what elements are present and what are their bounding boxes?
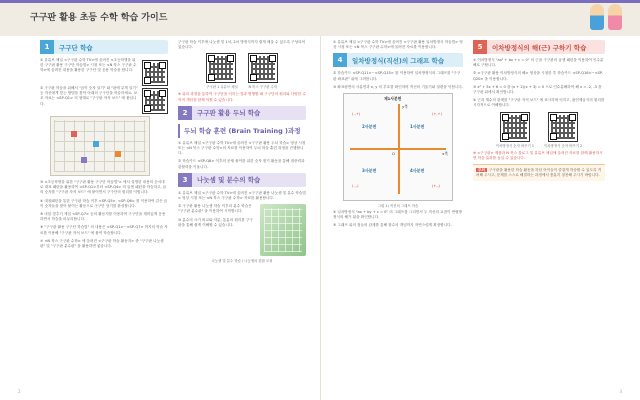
qr-code-icon — [500, 112, 530, 142]
section-title: 구구단 학습 — [59, 43, 93, 52]
section-number: 1 — [40, 40, 54, 54]
caution-note — [473, 164, 605, 181]
magnet-marker-icon — [93, 141, 99, 147]
paragraph: ⑤ 마블 맞추기 게임 <SP-Q7> 등의 활동지를 이용하여 구구단을 재미있게 응용하면서 학습을 마무리합니다. — [40, 212, 166, 222]
page-number: 3 — [619, 389, 622, 394]
quadrant-1-sign: (+,+) — [432, 112, 442, 117]
paragraph: ① 유튜브 채널 <구구판 수학 TV>에 올려진 <초등학생을 위한 구구판 활용 구구단 학습법> 시청 또는 <N 북스 구구판 수학>에 올려진 내용을 활용한 구구단 및 응용 학습을 합니다. — [40, 58, 137, 73]
section-title: 구구판 활용 두뇌 학습 — [197, 109, 261, 118]
paragraph: ⑤ 그래프 위의 점들의 관계를 통해 함수의 개념까지 자연스럽게 확장합니다. — [333, 223, 452, 228]
qr-code-icon — [142, 60, 168, 86]
qr-code-icon — [206, 53, 236, 83]
paragraph: ② 학습카드 <SP-Q8> 이후의 문제 풀이를 위한 숫자 찾기 활동을 통해 집중력과 관찰력을 키웁니다. — [178, 159, 305, 169]
paragraph: ③ 좌표평면의 사분면과 x, y 의 부호를 확인하며 직선의 기울기와 절편을 익힙니다. — [333, 84, 463, 89]
y-axis — [398, 104, 400, 194]
paragraph: ③ 분수의 크기 비교와 약분, 통분의 원리를 구구판을 통해 쉽게 이해할 수 있습니다. — [178, 217, 253, 227]
caution-text: 구구판을 활용한 학습 활동을 하던 아이들이 즐겁게 학습할 수 있도록 격려해 주시고, 문제를 스스로 해결하는 과정에서 충분히 칭찬해 주시기 바랍니다. — [476, 168, 602, 178]
qr-code-row — [473, 112, 605, 148]
section-title: 일차방정식(직선)의 그래프 학습 — [352, 56, 445, 65]
section-number: 3 — [178, 173, 192, 187]
qr-caption: 구구판 1 유튜브 채널 — [206, 85, 238, 90]
paragraph: ④ 일차방정식 "ax + by + c = 0" 의 그래프를 그리면서 두 직선의 교점이 연립방정식의 해가 됨을 확인합니다. — [333, 210, 463, 220]
left-column-1 — [40, 40, 168, 252]
multiplication-board-image — [50, 116, 150, 176]
paragraph: ② 구구판 학습을 위해서 "곱이 숫자 알기" 와 "판에 무게 알기" 등 자신에게 맞는 방법을 찾아 아래의 구구단을 학습하세요. 보조 자료는 <SP-Q1> 의 형태로 "구구판 자석 보드" 에 붙입니다. — [40, 86, 138, 106]
right-column-1 — [333, 40, 463, 232]
section-4-header — [333, 53, 463, 67]
page-header — [0, 0, 640, 36]
paragraph: ② 구구판 활용 나눗셈 학습 이후의 분수 학습은 "구구판 분수판" 을 이용하여 시작합니다. — [178, 204, 252, 214]
left-page — [0, 36, 320, 400]
quadrant-2-label: 2사분면 — [362, 124, 377, 130]
section-number: 4 — [333, 53, 347, 67]
paragraph: ③ x² + 5x + 6 = 0 을 (x + 2)(x + 3) = 0 으로 인수분해하여 해 x = -2, -3 을 구구판 위에서 확인합니다. — [473, 84, 602, 95]
page-number: 2 — [18, 389, 21, 394]
right-column-2 — [473, 40, 605, 181]
paragraph: ① 이차방정식 "ax² + bx + c = 0" 의 근을 구구판의 곱셈 패턴을 이용하여 인수분해로 구합니다. — [473, 58, 604, 68]
section-title: 나눗셈 및 분수의 학습 — [197, 176, 261, 185]
paragraph: ⑦ <N 북스 구구판 수학> 에 올려진 <구구판 학습 활동지> 중 "구구판 나눗셈판" 및 "구구판 분수판" 을 활용하면 좋습니다. — [40, 238, 164, 249]
right-page — [320, 36, 640, 400]
quadrant-1-label: 1사분면 — [410, 124, 425, 130]
paragraph: ④ 대칭패턴을 통한 구구판 학습 이후 <SP-Q5>, <SP-Q6> 를 이용하여 같은 곱이 숫자들을 찾아 붙이는 활동으로 구구단 암기를 완성합니다. — [40, 198, 168, 208]
section-5-header — [473, 40, 605, 54]
section-number: 5 — [473, 40, 487, 54]
origin-label: O — [392, 151, 395, 157]
figure-caption: 그림 1) 직선의 그래프 학습 — [377, 204, 419, 209]
paragraph: 구구판 학습 이후에 나눗셈 및 1차, 2차 방정식까지 쉽게 배울 수 있도록 구성되어 있습니다. — [178, 40, 306, 50]
graph-title: 제1사분면 — [384, 96, 402, 102]
magnet-marker-icon — [81, 157, 87, 163]
section-3-header — [178, 173, 306, 187]
qr-code-icon — [548, 112, 578, 142]
paragraph: ② 학습카드 <SP-Q11>~<SP-Q15> 를 이용하여 일차방정식의 그래프를 "구구판 좌표판" 위에 그려봅니다. — [333, 71, 461, 81]
highlight-note: ※ <구구판> 제품과 N 북스 블로그 및 유튜브 채널에 올려진 자료를 함께 활용하시면 학습 효과를 높일 수 있습니다. — [473, 150, 603, 160]
quadrant-3-sign: (-,-) — [352, 184, 359, 189]
x-axis-label: x축 — [442, 151, 448, 157]
qr-code-icon — [142, 88, 168, 114]
header-accent-strip — [0, 0, 640, 3]
paragraph: ③ <초등학생을 위한 "구구판 활용 구구단 학습법"> 에서 설명한 내용의 순서대로 대표 패턴을 활용하여 <SP-Q1>부터 <SP-Q4> 의 곱셈 패턴을 학습하고, 곱의 숫자를 "구구판 자석 보드" 에 붙이면서 구구단의 원리를 익힙니다. — [40, 180, 167, 195]
page-title: 구구판 활용 초등 수학 학습 가이드 — [30, 13, 168, 23]
highlight-note: ※ 위의 과정을 통하여 구구단을 익히는 것과 병행할 때 구구단의 원리와 다양한 수학적 개념을 함께 익힐 수 있습니다. — [178, 92, 306, 102]
quadrant-4-sign: (+,-) — [432, 184, 441, 189]
magnet-marker-icon — [115, 151, 121, 157]
section-number: 2 — [178, 106, 192, 120]
quadrant-2-sign: (-,+) — [352, 112, 361, 117]
coordinate-plane-diagram — [343, 93, 453, 201]
paragraph: ① 유튜브 채널 <구구판 수학 TV>에 올려진 <구구판 활용 두뇌 학습> 영상 시청 또는 <N 북스 구구판 수학>의 자료를 이용하여 두뇌 학습 훈련 과정을 진행합니다. — [178, 140, 306, 156]
figure-caption: 나눗셈 및 분수 학습 / 나눗셈의 집합 모형 — [211, 259, 273, 264]
mascot-girl-icon — [608, 4, 622, 30]
qr-code-icon — [248, 53, 278, 83]
qr-code-row — [178, 53, 306, 89]
qr-caption: 이차방정식 숫자 바꾸기 2 — [544, 143, 583, 148]
magnet-marker-icon — [71, 131, 77, 137]
paragraph: ⑥ "구구판 활용 구구단 학습법" 의 내용은 <SP-Q1>~<SP-Q7> 까지의 학습 자료를 이용해 "구구판 자석 보드" 에 붙여 학습합니다. — [40, 225, 168, 235]
y-axis-label: y축 — [402, 104, 408, 110]
qr-caption: 이차방정식 숫자 바꾸기 1 — [495, 143, 534, 148]
paragraph: ① 유튜브 채널 <구구판 수학 TV>에 올려진 <구구판 활용 나눗셈 및 분수 학습법> 영상 시청 또는 <N 북스 구구판 수학> 자료를 활용합니다. — [178, 190, 306, 201]
division-board-photo — [260, 204, 306, 256]
left-column-2 — [178, 40, 306, 265]
mascots — [590, 4, 622, 30]
mascot-boy-icon — [590, 4, 604, 30]
quadrant-4-label: 4사분면 — [410, 168, 425, 174]
paragraph: ① 유튜브 채널 <구구판 수학 TV>에 올려진 <구구판 활용 일차방정식 학습법> 영상 시청 또는 <N 북스 구구판 수학>에 올려진 자료를 이용합니다. — [333, 40, 463, 50]
section-2-header — [178, 106, 306, 120]
paragraph: ② <구구판 활용 이차방정식의 해> 영상을 시청한 후 학습카드 <SP-Q16>~<SP-Q20> 을 이용합니다. — [473, 71, 604, 81]
section-title: 이차방정식의 해(근) 구하기 학습 — [492, 43, 587, 52]
quadrant-3-label: 3사분면 — [362, 168, 377, 174]
section-1-header — [40, 40, 168, 54]
section-subtitle: 두뇌 학습 훈련 (Brain Training )과정 — [178, 124, 306, 138]
qr-caption: N 북스 구구판 수학 — [248, 85, 278, 90]
paragraph: ④ 근과 계수의 관계를 "구구판 자석 보드" 에 표시하며 익히고, 완전제곱식의 원리를 시각적으로 이해합니다. — [473, 98, 605, 108]
caution-tag: 주의 — [478, 168, 485, 173]
